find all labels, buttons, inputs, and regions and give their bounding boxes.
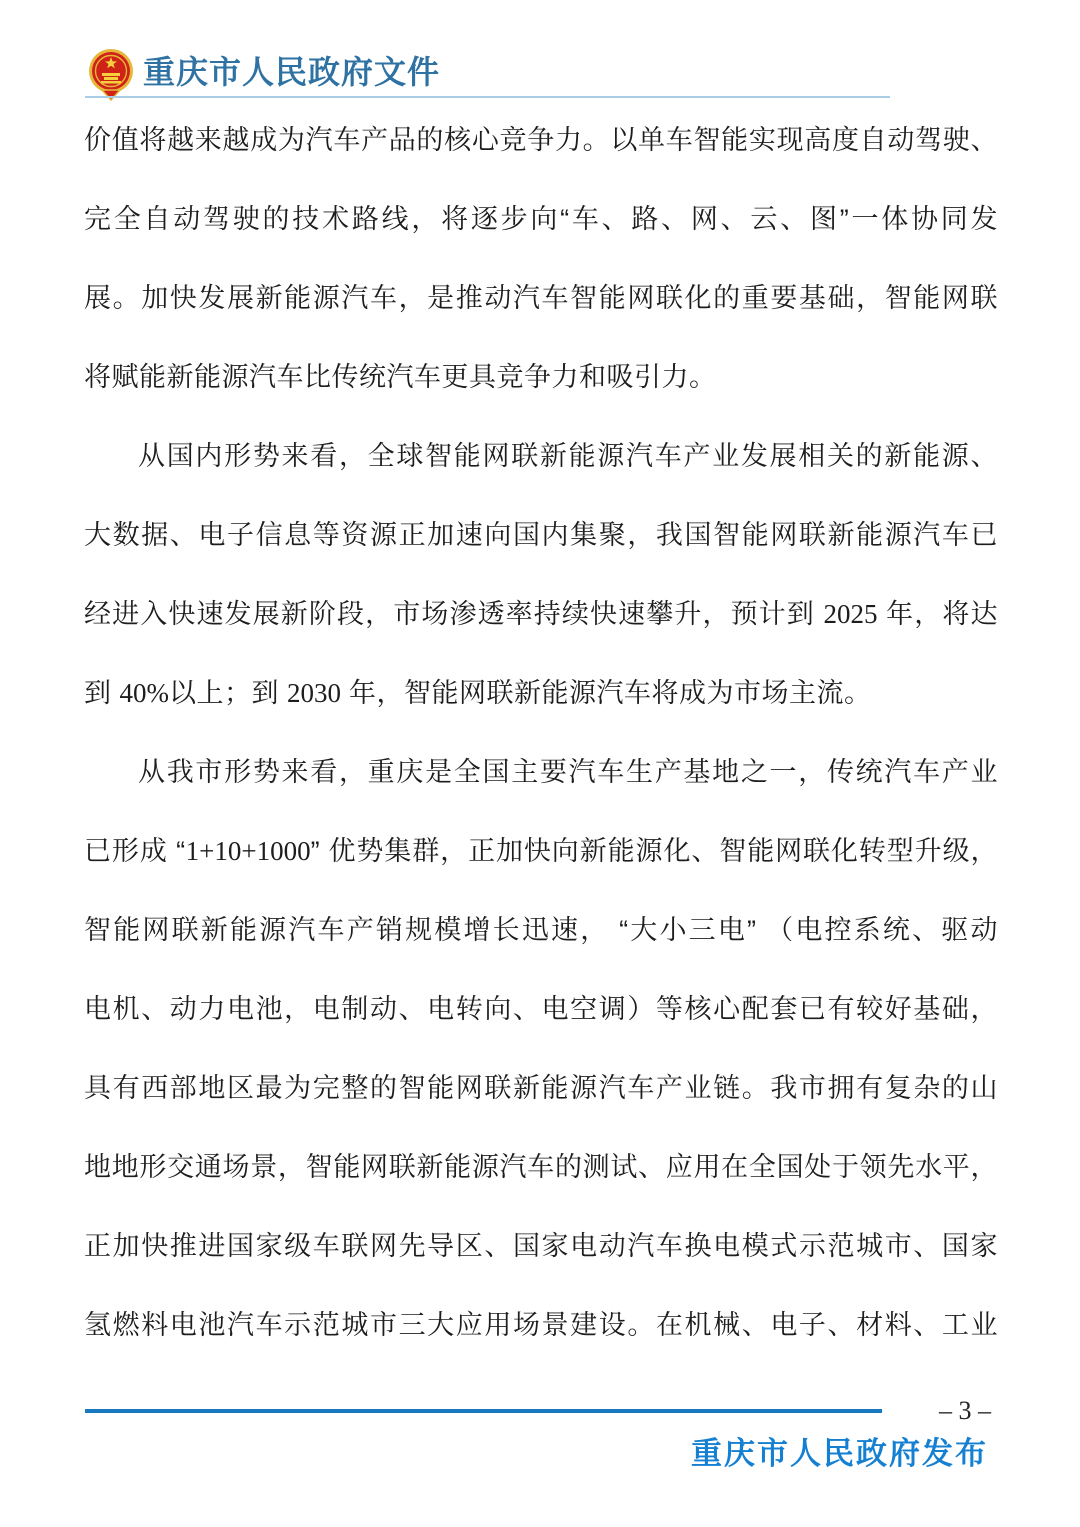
publisher-label: 重庆市人民政府发布 — [691, 1436, 988, 1471]
body-text-line: 从我市形势来看，重庆是全国主要汽车生产基地之一，传统汽车产业 — [138, 757, 998, 787]
body-text-line: 到 40%以上；到 2030 年，智能网联新能源汽车将成为市场主流。 — [84, 678, 872, 708]
body-text-line: 电机、动力电池，电制动、电转向、电空调）等核心配套已有较好基础， — [84, 994, 998, 1024]
document-body — [84, 101, 998, 1365]
body-text-line: 正加快推进国家级车联网先导区、国家电动汽车换电模式示范城市、国家 — [84, 1231, 998, 1261]
china-national-emblem-icon — [88, 49, 134, 101]
body-text-line: 经进入快速发展新阶段，市场渗透率持续快速攀升，预计到 2025 年，将达 — [84, 599, 998, 629]
body-text-line: 从国内形势来看，全球智能网联新能源汽车产业发展相关的新能源、 — [138, 441, 998, 471]
body-text-line: 氢燃料电池汽车示范城市三大应用场景建设。在机械、电子、材料、工业 — [84, 1310, 998, 1340]
page-number: – 3 – — [939, 1396, 991, 1425]
body-text-line: 具有西部地区最为完整的智能网联新能源汽车产业链。我市拥有复杂的山 — [84, 1073, 998, 1103]
body-text-line: 智能网联新能源汽车产销规模增长迅速， “大小三电” （电控系统、驱动 — [84, 915, 998, 945]
body-text-line: 地地形交通场景，智能网联新能源汽车的测试、应用在全国处于领先水平， — [84, 1152, 998, 1182]
document-title: 重庆市人民政府文件 — [143, 54, 441, 90]
body-text-line: 价值将越来越成为汽车产品的核心竞争力。以单车智能实现高度自动驾驶、 — [84, 125, 998, 155]
body-text-line: 已形成 “1+10+1000” 优势集群，正加快向新能源化、智能网联化转型升级， — [84, 836, 998, 866]
footer-divider — [85, 1409, 882, 1413]
body-text-line: 完全自动驾驶的技术路线，将逐步向“车、路、网、云、图”一体协同发 — [84, 204, 998, 234]
body-text-line: 将赋能新能源汽车比传统汽车更具竞争力和吸引力。 — [84, 362, 717, 392]
body-text-line: 大数据、电子信息等资源正加速向国内集聚，我国智能网联新能源汽车已 — [84, 520, 998, 550]
body-text-line: 展。加快发展新能源汽车，是推动汽车智能网联化的重要基础，智能网联 — [84, 283, 998, 313]
header-divider — [85, 96, 890, 98]
